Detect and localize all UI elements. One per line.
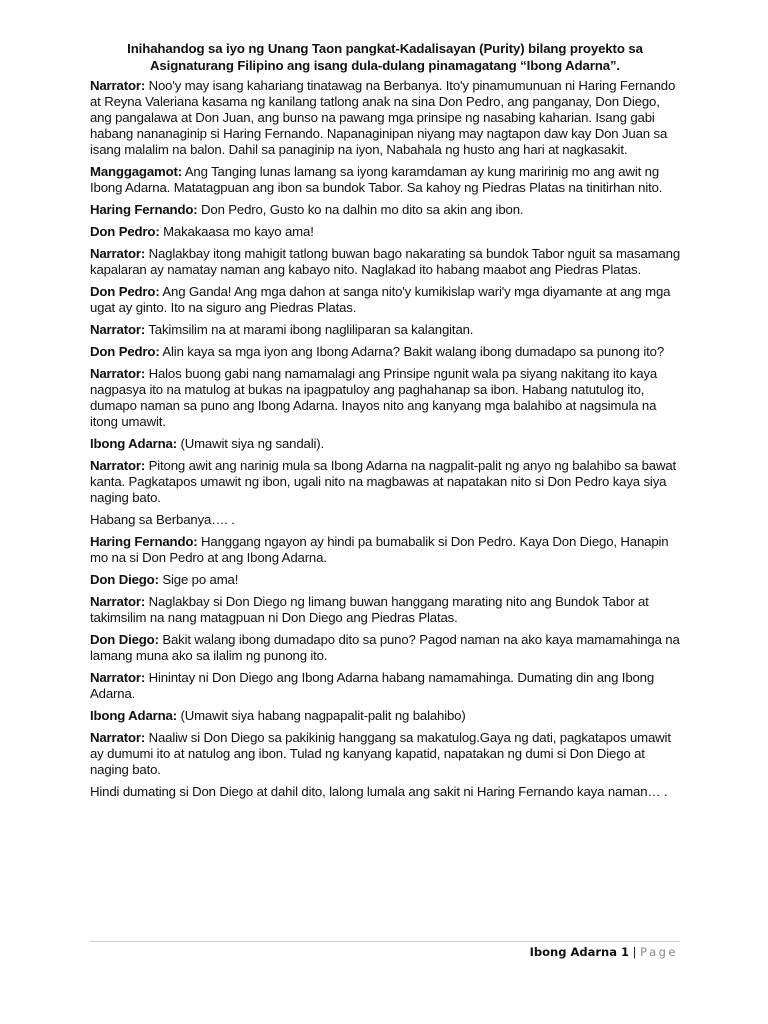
dialogue-paragraph (90, 784, 680, 800)
speaker-name: Haring Fernando: (90, 534, 198, 549)
speaker-name: Narrator: (90, 366, 146, 381)
speaker-name: Don Diego: (90, 572, 159, 587)
dialogue-text: Naaliw si Don Diego sa pakikinig hanggang sa makatulog.Gaya ng dati, pagkatapos umawit ay dumumi ito at natulog ang ibon. Tulad ng kanyang kapatid, napatakan ng dumi si Don Diego at naging bato. (90, 730, 671, 777)
speaker-name: Ibong Adarna: (90, 708, 177, 723)
speaker-name: Don Pedro: (90, 224, 160, 239)
dialogue-text: Ang Ganda! Ang mga dahon at sanga nito'y kumikislap wari'y mga diyamante at ang mga ugat ay ginto. Ito na siguro ang Piedras Platas. (90, 284, 671, 315)
document-title (90, 40, 680, 74)
page-footer (530, 944, 678, 960)
dialogue-paragraph (90, 224, 680, 240)
speaker-name: Narrator: (90, 670, 146, 685)
dialogue-list (90, 78, 680, 800)
dialogue-text: Hanggang ngayon ay hindi pa bumabalik si Don Pedro. Kaya Don Diego, Hanapin mo na si Don Pedro at ang Ibong Adarna. (90, 534, 669, 565)
footer-separator: | (628, 945, 641, 959)
dialogue-paragraph (90, 594, 680, 626)
dialogue-text: Bakit walang ibong dumadapo dito sa puno? Pagod naman na ako kaya mamamahinga na lamang muna ako sa ilalim ng punong ito. (90, 632, 680, 663)
dialogue-paragraph (90, 534, 680, 566)
dialogue-paragraph (90, 284, 680, 316)
dialogue-text: Alin kaya sa mga iyon ang Ibong Adarna? Bakit walang ibong dumadapo sa punong ito? (162, 344, 665, 359)
speaker-name: Don Diego: (90, 632, 159, 647)
title-line-2: Asignaturang Filipino ang isang dula-dulang pinamagatang “Ibong Adarna”. (149, 58, 620, 73)
dialogue-paragraph (90, 164, 680, 196)
speaker-name: Don Pedro: (90, 284, 160, 299)
dialogue-text: Naglakbay itong mahigit tatlong buwan bago nakarating sa bundok Tabor nguit sa masamang kapalaran ay namatay naman ang kabayo nito. Naglakad ito habang maabot ang Piedras Platas. (90, 246, 681, 277)
dialogue-text: Hindi dumating si Don Diego at dahil dito, lalong lumala ang sakit ni Haring Fernando kaya naman… . (90, 784, 668, 799)
dialogue-text: Ang Tanging lunas lamang sa iyong karamdaman ay kung maririnig mo ang awit ng Ibong Adarna. Matatagpuan ang ibon sa bundok Tabor. Sa kahoy ng Piedras Platas na tinitirhan nito. (90, 164, 663, 195)
speaker-name: Ibong Adarna: (90, 436, 177, 451)
dialogue-paragraph (90, 322, 680, 338)
speaker-name: Narrator: (90, 594, 146, 609)
dialogue-text: (Umawit siya habang nagpapalit-palit ng balahibo) (180, 708, 466, 723)
dialogue-paragraph (90, 436, 680, 452)
document-body (90, 40, 680, 806)
dialogue-text: (Umawit siya ng sandali). (180, 436, 325, 451)
dialogue-paragraph (90, 366, 680, 430)
dialogue-text: Pitong awit ang narinig mula sa Ibong Adarna na nagpalit-palit ng anyo ng balahibo sa bawat kanta. Pagkatapos umawit ng ibon, ugali nito na magbawas at napatakan nito si Don Pedro kaya siya naging bato. (90, 458, 677, 505)
dialogue-paragraph (90, 202, 680, 218)
dialogue-text: Makakaasa mo kayo ama! (163, 224, 314, 239)
dialogue-paragraph (90, 246, 680, 278)
dialogue-paragraph (90, 344, 680, 360)
speaker-name: Narrator: (90, 246, 146, 261)
speaker-name: Narrator: (90, 730, 146, 745)
dialogue-paragraph (90, 632, 680, 664)
speaker-name: Narrator: (90, 78, 146, 93)
dialogue-text: Halos buong gabi nang namamalagi ang Prinsipe ngunit wala pa siyang nakitang ito kaya nagpasya ito na matulog at bukas na ipagpatuloy ang paghahanap sa ibon. Habang natutulog ito, dumapo naman sa puno ang Ibong Adarna. Inayos nito ang kanyang mga balahibo at nagsimula na itong umawit. (90, 366, 658, 429)
dialogue-paragraph (90, 512, 680, 528)
footer-divider (90, 941, 680, 942)
speaker-name: Don Pedro: (90, 344, 160, 359)
dialogue-text: Sige po ama! (162, 572, 239, 587)
title-line-1: Inihahandog sa iyo ng Unang Taon pangkat-Kadalisayan (Purity) bilang proyekto sa (127, 41, 643, 56)
dialogue-paragraph (90, 458, 680, 506)
dialogue-paragraph (90, 708, 680, 724)
footer-page-word: Page (640, 945, 678, 959)
speaker-name: Haring Fernando: (90, 202, 198, 217)
dialogue-text: Habang sa Berbanya…. . (90, 512, 235, 527)
dialogue-text: Naglakbay si Don Diego ng limang buwan hanggang marating nito ang Bundok Tabor at takimsilim na nang matagpuan ni Don Diego ang Piedras Platas. (90, 594, 649, 625)
speaker-name: Manggagamot: (90, 164, 182, 179)
dialogue-paragraph (90, 670, 680, 702)
dialogue-paragraph (90, 78, 680, 158)
speaker-name: Narrator: (90, 322, 146, 337)
dialogue-text: Don Pedro, Gusto ko na dalhin mo dito sa akin ang ibon. (201, 202, 524, 217)
speaker-name: Narrator: (90, 458, 146, 473)
dialogue-text: Noo'y may isang kahariang tinatawag na Berbanya. Ito'y pinamumunuan ni Haring Fernando at Reyna Valeriana kasama ng kanilang tatlong anak na sina Don Pedro, ang panganay, Don Diego, ang pangalawa at Don Juan, ang bunso na pawang mga prinsipe ng nasabing kaharian. Isang gabi habang nananaginip si Haring Fernando. Napanaginipan niyang may nagtapon daw kay Don Juan sa isang malalim na balon. Dahil sa panaginip na iyon, Nabahala ng husto ang hari at nagkasakit. (90, 78, 676, 157)
dialogue-text: Takimsilim na at marami ibong nagliliparan sa kalangitan. (148, 322, 474, 337)
dialogue-paragraph (90, 572, 680, 588)
dialogue-paragraph (90, 730, 680, 778)
dialogue-text: Hinintay ni Don Diego ang Ibong Adarna habang namamahinga. Dumating din ang Ibong Adarna. (90, 670, 655, 701)
footer-label: Ibong Adarna 1 (529, 945, 629, 959)
